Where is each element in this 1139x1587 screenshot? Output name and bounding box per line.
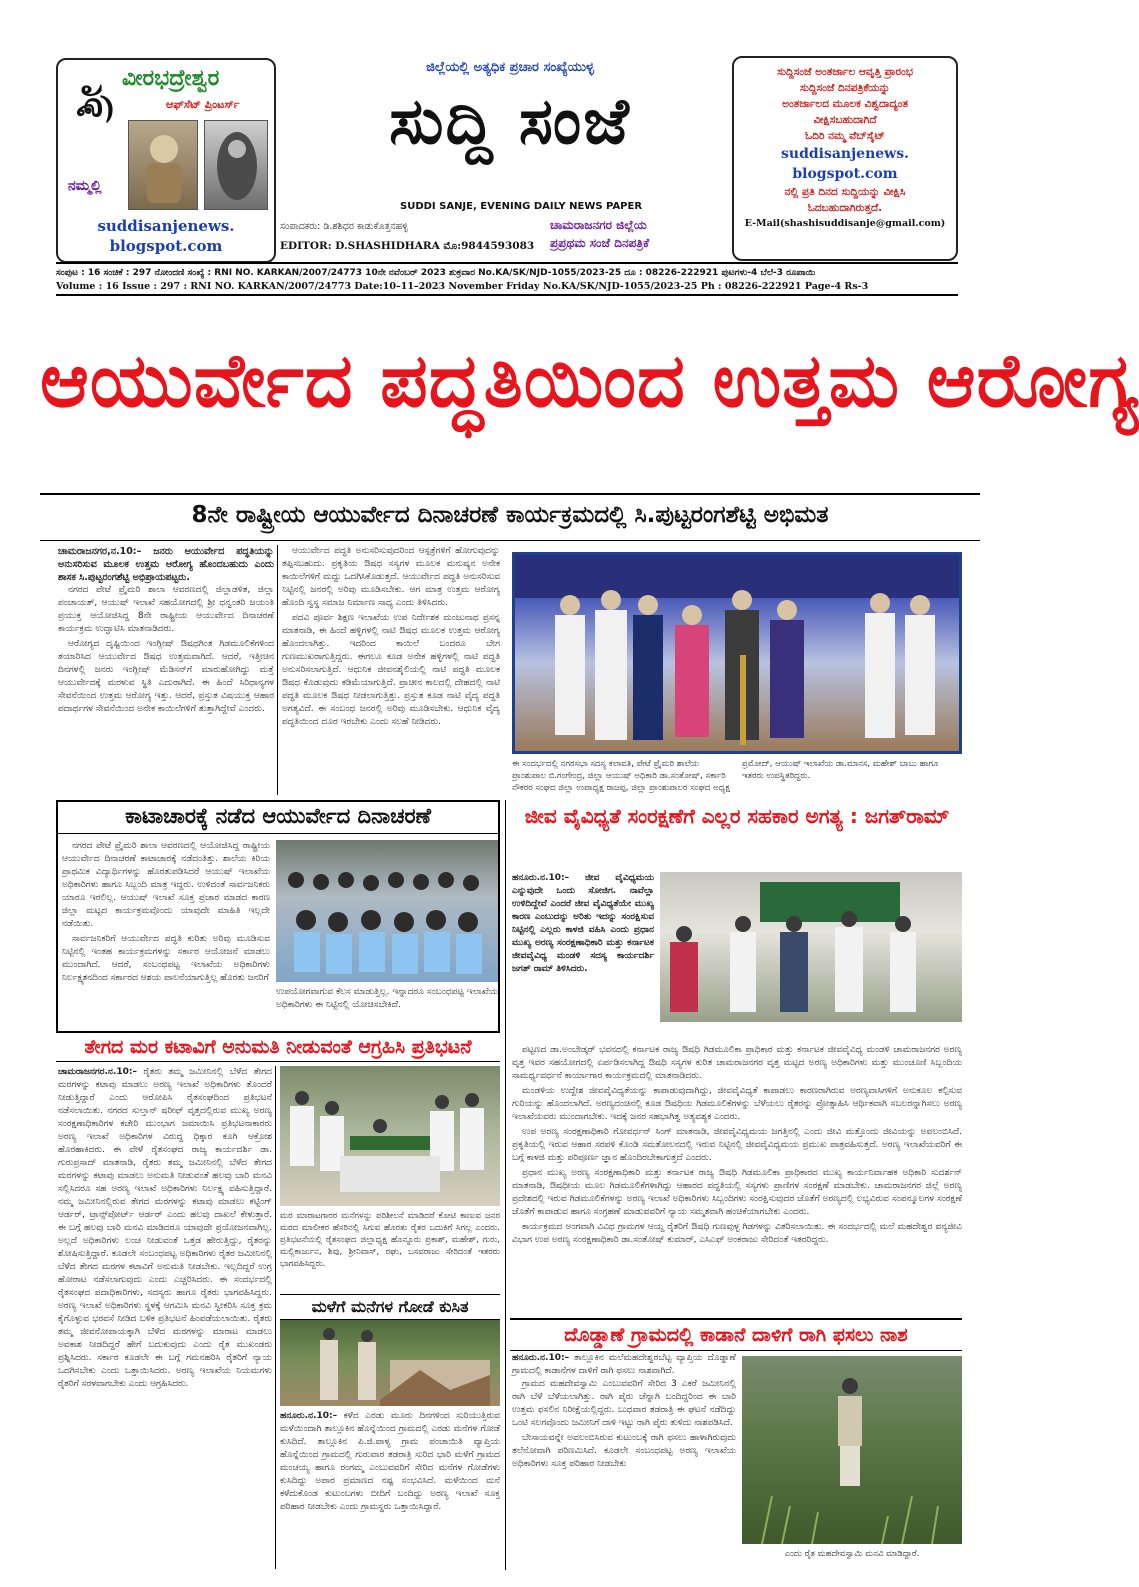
students-photo: [276, 840, 498, 982]
blog-link[interactable]: suddisanjenews. blogspot.com: [97, 217, 235, 255]
crop-damage-photo: [742, 1356, 962, 1544]
story5-headline: ಮಳೆಗೆ ಮನೆಗಳ ಗೋಡೆ ಕುಸಿತ: [280, 1294, 500, 1320]
story6-headline: ದೊಡ್ಡಾಣೆ ಗ್ರಾಮದಲ್ಲಿ ಕಾಡಾನೆ ದಾಳಿಗೆ ರಾಗಿ ಫಸಲು ನಾಶ: [510, 1318, 962, 1351]
printer-ad: [56, 58, 276, 263]
story2-box: [56, 800, 500, 1033]
main-headline: ಆಯುರ್ವೇದ ಪದ್ಧತಿಯಿಂದ ಉತ್ತಮ ಆರೋಗ್ಯ: [40, 338, 1139, 424]
story5-text: ಹನೂರು.ನ.10:– ಕಳೆದ ಎರಡು ಮೂರು ದಿನಗಳಿಂದ ಸುರಿಯುತ್ತಿರುವ ಮಳೆಯಿಂದಾಗಿ ತಾಲ್ಲೂಕಿನ ಹೊನ್ನೆಯಿಂದ ಗ್ರಾಮದಲ್ಲಿ ಎರಡು ಮನೆಗಳ ಗೋಡೆ ಕುಸಿದಿದೆ. ತಾಲ್ಲೂಕಿನ ಪಿ.ಜಿ.ಪಾಳ್ಯ ಗ್ರಾಮ ಪಂಚಾಯಿತಿ ವ್ಯಾಪ್ತಿಯ ಹೊನ್ನೆಯಿಂದ ಗ್ರಾಮದಲ್ಲಿ ಗುರುವಾರ ತಡರಾತ್ರಿ ಸುರಿದ ಭಾರಿ ಮಳೆಗೆ ಗ್ರಾಮದ ಮಂಚಯ್ಯ ಹಾಗೂ ರಂಗಮ್ಮ ಎಂಬುವವರಿಗೆ ಸೇರಿದ ಮನೆಗಳ ಗೋಡೆಗಳು ಕುಸಿದಿದ್ದು ಅಪಾರ ಪ್ರಮಾಣದ ನಷ್ಟ ಸಂಭವಿಸಿದೆ. ಮಳೆಯಿಂದ ಮನೆ ಕಳೆದುಕೊಂಡ ಕುಟುಂಬಗಳು ಬೀದಿಗೆ ಬಂದಿದ್ದು ಅರಣ್ಯ ಇಲಾಖೆ ಸೂಕ್ತ ಪರಿಹಾರ ನೀಡಬೇಕು ಎಂದು ಗ್ರಾಮಸ್ಥರು ಒತ್ತಾಯಿಸಿದ್ದಾರೆ.: [280, 1411, 500, 1512]
story4-text: ಚಾಮರಾಜನಗರ.ನ.10:– ರೈತರು ತಮ್ಮ ಜಮೀನಿನಲ್ಲಿ ಬೆಳೆದ ತೇಗದ ಮರಗಳನ್ನು ಕಟಾವು ಮಾಡಲು ಅರಣ್ಯ ಇಲಾಖೆ ಅಧಿಕಾರಿಗಳು ತೊಂದರೆ ನೀಡುತ್ತಿದ್ದಾರೆ ಎಂದು ಆರೋಪಿಸಿ ರೈತಸಂಘದಿಂದ ಪ್ರತಿಭಟನೆ ನಡೆಸಲಾಯಿತು. ನಗರದ ಸುಲ್ತಾನ್ ಷರೀಫ್ ವೃತ್ತದಲ್ಲಿರುವ ಮುಖ್ಯ ಅರಣ್ಯ ಸಂರಕ್ಷಣಾಧಿಕಾರಿಗಳ ಕಚೇರಿ ಮುಂಭಾಗ ಜಮಾಯಿಸಿ ಪ್ರತಿಭಟನಾಕಾರರು ಅರಣ್ಯ ಇಲಾಖೆ ಅಧಿಕಾರಿಗಳ ವಿರುದ್ಧ ಧಿಕ್ಕಾರ ಕೂಗಿ ಆಕ್ರೋಶ ಹೊರಹಾಕಿದರು. ಈ ವೇಳೆ ರೈತಸಂಘದ ರಾಜ್ಯ ಕಾರ್ಯದರ್ಶಿ ಡಾ. ಗುರುಪ್ರಸಾದ್ ಮಾತನಾಡಿ, ರೈತರು ತಮ್ಮ ಜಮೀನಿನಲ್ಲಿ ಬೆಳೆದ ತೇಗದ ಮರಗಳನ್ನು ಕಟಾವು ಮಾಡಲು ಅನುಮತಿ ನೀಡುವಂತೆ ಹಲವು ಬಾರಿ ಮನವಿ ಸಲ್ಲಿಸಿದರೂ ಸಹ ಅರಣ್ಯ ಇಲಾಖೆ ಅಧಿಕಾರಿಗಳು ನಿರ್ಲಕ್ಷ್ಯ ವಹಿಸುತ್ತಿದ್ದಾರೆ. ನಮ್ಮ ಜಮೀನಿನಲ್ಲಿರುವ ತೇಗದ ಮರಗಳನ್ನು ಕಟಾವು ಮಾಡಲು ಕಟ್ಟಿಂಗ್ ಆರ್ಡರ್, ಟ್ರಾನ್ಸ್‌ಪೋರ್ಟ್ ಆರ್ಡರ್ ಎಂದು ಹಲವು ದಾಖಲೆ ಕೇಳುತ್ತಾರೆ. ಈ ಬಗ್ಗೆ ಹಲವು ಬಾರಿ ಮನವಿ ಮಾಡಿದರೂ ಯಾವುದೇ ಪ್ರಯೋಜನವಾಗಿಲ್ಲ. ಅಲ್ಲದೆ ಅಧಿಕಾರಿಗಳು ಲಂಚ ನೀಡುವಂತೆ ಒತ್ತಡ ಹೇರುತ್ತಿದ್ದು, ರೈತರನ್ನು ಶೋಷಿಸುತ್ತಿದ್ದಾರೆ. ಕೂಡಲೇ ಸಂಬಂಧಪಟ್ಟ ಅಧಿಕಾರಿಗಳು ರೈತರ ಜಮೀನಿನಲ್ಲಿ ಬೆಳೆದ ತೇಗದ ಮರಗಳ ಕಟಾವಿಗೆ ಅನುಮತಿ ನೀಡಬೇಕು. ಇಲ್ಲದಿದ್ದರೆ ಉಗ್ರ ಹೋರಾಟ ನಡೆಸಲಾಗುವುದು ಎಂದು ಎಚ್ಚರಿಸಿದರು. ಈ ಸಂದರ್ಭದಲ್ಲಿ ರೈತಸಂಘದ ಪದಾಧಿಕಾರಿಗಳು, ಸದಸ್ಯರು ಹಾಗೂ ರೈತರು ಭಾಗವಹಿಸಿದ್ದರು. ಅರಣ್ಯ ಇಲಾಖೆ ಅಧಿಕಾರಿಗಳು ಸ್ಥಳಕ್ಕೆ ಆಗಮಿಸಿ ಮನವಿ ಸ್ವೀಕರಿಸಿ ಸೂಕ್ತ ಕ್ರಮ ಕೈಗೊಳ್ಳುವ ಭರವಸೆ ನೀಡಿದ ಬಳಿಕ ಪ್ರತಿಭಟನೆ ಹಿಂಪಡೆಯಲಾಯಿತು. ರೈತರು ತಮ್ಮ ಜೀವನೋಪಾಯಕ್ಕಾಗಿ ಬೆಳೆದ ಮರಗಳನ್ನು ಮಾರಾಟ ಮಾಡಲು ಅವಕಾಶ ನೀಡದಿದ್ದರೆ ಹೇಗೆ ಬದುಕುವುದು ಎಂದು ರೈತ ಮುಖಂಡರು ಪ್ರಶ್ನಿಸಿದರು. ಸರ್ಕಾರ ಕೂಡಲೇ ಈ ಬಗ್ಗೆ ಗಮನಹರಿಸಿ ರೈತರಿಗೆ ನ್ಯಾಯ ಒದಗಿಸಬೇಕು ಎಂದು ಒತ್ತಾಯಿಸಿದರು. ಅರಣ್ಯ ಇಲಾಖೆಯ ನಿಯಮಗಳು ರೈತರಿಗೆ ಸರಳವಾಗಬೇಕು ಎಂದು ಆಗ್ರಹಿಸಿದರು.: [58, 1067, 272, 1389]
biodiversity-event-photo: [660, 872, 962, 1022]
story2-text-end: ಉಪಯೋಗವಾಗುವ ಕೆಲಸ ಮಾಡುತ್ತಿಲ್ಲ. ಇನ್ನಾದರೂ ಸಂಬಂಧಪಟ್ಟ ಇಲಾಖೆಯ ಅಧಿಕಾರಿಗಳು ಈ ನಿಟ್ಟಿನಲ್ಲಿ ಯೋಚಿಸಬೇಕಿದೆ.: [276, 987, 498, 1010]
story3-headline: ಜೀವ ವೈವಿಧ್ಯತೆ ಸಂರಕ್ಷಣೆಗೆ ಎಲ್ಲರ ಸಹಕಾರ ಅಗತ್ಯ : ಜಗತ್‌ರಾಮ್: [524, 804, 950, 828]
sub-headline: 8ನೇ ರಾಷ್ಟ್ರೀಯ ಆಯುರ್ವೇದ ದಿನಾಚರಣೆ ಕಾರ್ಯಕ್ರಮದಲ್ಲಿ ಸಿ.ಪುಟ್ಟರಂಗಶೆಟ್ಟಿ ಅಭಿಮತ: [191, 502, 829, 528]
event-people-icon: [515, 555, 965, 757]
students-crowd-icon: [276, 840, 498, 982]
protest-caption: ಮರ ಮಾರಾಟಗಾರರ ಮನೆಗಳನ್ನು ಪರಿಶೀಲನೆ ಮಾಡಿದರೆ ಕೋಟಿ ಕಾಣುವ ಜನರ ಮರದ ಮಾಲೀಕರ ಹೆಸರಿನಲ್ಲಿ ಸಿಗುವ ಹೊರತು ರೈತರ ಬದುಕಿಗೆ ಸಿಗಲ್ಲ ಎಂದರು. ಪ್ರತಿಭಟನೆಯಲ್ಲಿ ರೈತಸಂಘದ ಜಿಲ್ಲಾಧ್ಯಕ್ಷ ಹೊನ್ನೂರು ಪ್ರಕಾಶ್, ಮಹೇಶ್, ಗುರು, ಮಲ್ಲಿಕಾರ್ಜುನ, ಶಿವು, ಶ್ರೀನಿವಾಸ್, ರಘು, ಬಸವರಾಜು ಸೇರಿದಂತೆ ಇತರರು ಭಾಗವಹಿಸಿದ್ದರು.: [280, 1211, 500, 1269]
editor-english: EDITOR: D.SHASHIDHARA ಮೊ:9844593083: [280, 240, 535, 252]
printer-brand: ವೀರಭದ್ರೇಶ್ವರ: [122, 66, 220, 91]
masthead: [0, 0, 1020, 270]
crop-caption: ಎಂದು ರೈತ ಮಹದೇವಸ್ವಾಮಿ ಮನವಿ ಮಾಡಿದ್ದಾರೆ.: [784, 1549, 920, 1559]
website-ad: ಸುದ್ದಿಸಂಜೆ ಅಂತರ್ಜಾಲ ಆವೃತ್ತಿ ಪ್ರಾರಂಭ ಸುದ್ದಿಸಂಜೆ ದಿನಪತ್ರಿಕೆಯನ್ನು ಅಂತರ್ಜಾಲದ ಮೂಲಕ ವಿಶ್ವದಾದ್ಯಂತ ವೀಕ್ಷಿಸಬಹುದಾಗಿದೆ ಓದಿರಿ ನಮ್ಮ ವೆಬ್‌ಸೈಟ್ suddisanjenews. blogspot.com ನಲ್ಲಿ ಪ್ರತಿ ದಿನದ ಸುದ್ದಿಯನ್ನು ವೀಕ್ಷಿಸಿ ಓದಬಹುದಾಗಿರುತ್ತದೆ. E-Mail(shashisuddisanje@gmail.com): [732, 56, 958, 261]
website-link[interactable]: suddisanjenews. blogspot.com: [781, 146, 909, 182]
story3-text: ಪಟ್ಟಣದ ಡಾ.ಅಂಬೇಡ್ಕರ್ ಭವನದಲ್ಲಿ ಕರ್ನಾಟಕ ರಾಜ್ಯ ಔಷಧಿ ಗಿಡಮೂಲಿಕಾ ಪ್ರಾಧಿಕಾರ ಮತ್ತು ಕರ್ನಾಟಕ ಜೀವವೈವಿಧ್ಯ ಮಂಡಳಿ ಚಾಮರಾಜನಗರ ಅರಣ್ಯ ವೃತ್ತ ಇವರ ಸಹಯೋಗದಲ್ಲಿ ಏರ್ಪಡಿಸಲಾಗಿದ್ದ ಔಷಧಿ ಸಸ್ಯಗಳ ಕುರಿತ ಚಾಮರಾಜನಗರ ವೃತ್ತ ಮಟ್ಟದ ಅರಣ್ಯ ಅಧಿಕಾರಿಗಳು ಮತ್ತು ಮುಂಚೂಣಿ ಸಿಬ್ಬಂದಿಯ ಸಾಮರ್ಥ್ಯವರ್ಧನೆ ಕಾರ್ಯಾಗಾರ ಕಾರ್ಯಕ್ರಮದಲ್ಲಿ ಮಾತನಾಡಿದರು. ಮಂಡಳಿಯ ಉದ್ದೇಶ ಜೀವವೈವಿಧ್ಯತೆಯನ್ನು ಕಾಪಾಡುವುದಾಗಿದ್ದು, ಜೀವವೈವಿಧ್ಯತೆ ಕಾಪಾಡಲು ಕಾರಣರಾಗಿರುವ ಅರಣ್ಯವಾಸಿಗಳಿಗೆ ಅನುಕೂಲ ಕಲ್ಪಿಸುವ ಗುರಿಯನ್ನು ಹೊಂದಲಾಗಿದೆ. ಅರಣ್ಯದಂಚಿನಲ್ಲಿ ಕೂಡ ಔಷಧಿಯ ಗಿಡಮೂಲಿಕೆಗಳನ್ನು ಬೆಳೆಯಲು ರೈತರನ್ನು ಪ್ರೋತ್ಸಾಹಿಸಿ ಆರ್ಥಿಕವಾಗಿ ಸಬಲರನ್ನಾಗಿಸಲು ಅರಣ್ಯ ಇಲಾಖೆಯವರು ಮುಂದಾಗಬೇಕು. ಇದಕ್ಕೆ ಜನರ ಸಹಭಾಗಿತ್ವ ಅತ್ಯವಶ್ಯಕ ಎಂದರು. ಉಪ ಅರಣ್ಯ ಸಂರಕ್ಷಣಾಧಿಕಾರಿ ಗೋವರ್ಧನ್ ಸಿಂಗ್ ಮಾತನಾಡಿ, ಜೀವವೈವಿಧ್ಯಮಯ ಜಗತ್ತಿನಲ್ಲಿ ಎಂದು ಜೀವಿ ಮತ್ತೊಂದು ಜೀವಿಯನ್ನು ಅವಲಂಬಿಸಿದೆ. ಪ್ರಕೃತಿಯಲ್ಲಿ ಇರುವ ಆಹಾರ ಸರಪಳಿ ಕೊಂಡಿ ಸಮತೋಲನದಲ್ಲಿ ಇರುವ ನಿಟ್ಟಿನಲ್ಲಿ ಜೀವವೈವಿಧ್ಯಮಯ ಪ್ರಮುಖ ಪಾತ್ರವಹಿಸುತ್ತದೆ. ಅರಣ್ಯ ಇಲಾಖೆಯವರಿಗೆ ಈ ಬಗ್ಗೆ ಕಾಳಜಿ ಮತ್ತು ಪರಿಪೂರ್ಣ ಜ್ಞಾನ ಹೊಂದಿರಬೇಕಾಗುತ್ತದೆ ಎಂದರು. ಪ್ರಧಾನ ಮುಖ್ಯ ಅರಣ್ಯ ಸಂರಕ್ಷಣಾಧಿಕಾರಿ ಮತ್ತು ಕರ್ನಾಟಕ ರಾಜ್ಯ ಔಷಧಿ ಗಿಡಮೂಲಿಕಾ ಪ್ರಾಧಿಕಾರದ ಮುಖ್ಯ ಕಾರ್ಯನಿರ್ವಾಹಕ ಅಧಿಕಾರಿ ಸುದರ್ಶನ್ ಮಾತನಾಡಿ, ಔಷಧೀಯ ಮೂಲ ಗಿಡಮೂಲಿಕೆಗಳಾಗಿದ್ದು ಆಹಾರದ ಪದ್ಧತಿಯಲ್ಲಿ ಸಸ್ಯಗಳು ಪ್ರಾಣಿಗಳ ಸಂರಕ್ಷಣೆ ಮಾಡಬೇಕು. ಚಾಮರಾಜನಗರ ಜಿಲ್ಲೆ ಅರಣ್ಯ ಪ್ರದೇಶದಲ್ಲಿ ಇರುವ ಗಿಡಮೂಲಿಕೆಗಳನ್ನು ಅರಣ್ಯ ಇಲಾಖೆ ಅಧಿಕಾರಿಗಳು ಸಿಬ್ಬಂದಿಗಳು ಸಂರಕ್ಷಿಸುವುದರ ಜೊತೆಗೆ ಅರಣ್ಯದಲ್ಲಿ ಲಭ್ಯವಿರುವ ಸಂಪನ್ಮೂಲಗಳ ಸಂರಕ್ಷಣೆ ಜೊತೆಗೆ ಕಾಪಾಡುವ ಹಾಗೂ ಸಂಗ್ರಹಣೆ ಮಾಡುವವರಿಗೆ ನ್ಯಾಯ ಸಮ್ಮತವಾಗಿ ಹಂಚಿಕೆಯಾಗಬೇಕು ಎಂದರು. ಕಾರ್ಯಕ್ರಮದ ಅಂಗವಾಗಿ ವಿವಿಧ ಗ್ರಾಮಗಳ ಆಯ್ದ ರೈತರಿಗೆ ಔಷಧಿ ಗುಣವುಳ್ಳ ಗಿಡಗಳನ್ನು ವಿತರಿಸಲಾಯಿತು. ಈ ಸಂದರ್ಭದಲ್ಲಿ ಮಲೆ ಮಹದೇಶ್ವರ ವನ್ಯಜೀವಿ ವಿಭಾಗ ಉಪ ಅರಣ್ಯ ಸಂರಕ್ಷಣಾಧಿಕಾರಿ ಡಾ.ಸಂತೋಷ್ ಕುಮಾರ್, ಎಸಿಎಫ್ ಅಂಕರಾಜು ಸೇರಿದಂತೆ ಇತರರಿದ್ದರು.: [512, 1045, 962, 1245]
story3-lead: ಹನೂರು.ನ.10:– ಜೀವ ವೈವಿಧ್ಯಮಯ ಎನ್ನುವುದೇ ಒಂದು ಸೋಜಿಗ. ನಾವೆಲ್ಲಾ ಉಳಿದಿದ್ದೇವೆ ಎಂದರೆ ಜೀವ ವೈವಿಧ್ಯತೆಯೇ ಮುಖ್ಯ ಕಾರಣ ಎಂಬುದನ್ನು ಅರಿತು ಇದನ್ನು ಸಂರಕ್ಷಿಸುವ ನಿಟ್ಟಿನಲ್ಲಿ ಎಲ್ಲರು ಕಾಳಜಿ ವಹಿಸಿ ಎಂದು ಪ್ರಧಾನ ಮುಖ್ಯ ಅರಣ್ಯ ಸಂರಕ್ಷಣಾಧಿಕಾರಿ ಮತ್ತು ಕರ್ನಾಟಕ ಜೀವವೈವಿಧ್ಯ ಮಂಡಳಿ ಸದಸ್ಯ ಕಾರ್ಯದರ್ಶಿ ಜಗತ್ ರಾಮ್ ತಿಳಿಸಿದರು.: [512, 873, 654, 974]
district-tagline: ಚಾಮರಾಜನಗರ ಜಿಲ್ಲೆಯ ಪ್ರಪ್ರಥಮ ಸಂಜೆ ದಿನಪತ್ರಿಕೆ: [550, 218, 650, 250]
story6-text: ಹನೂರು.ನ.10:– ತಾಲ್ಲೂಕಿನ ಮಲೆಮಹದೇಶ್ವರಬೆಟ್ಟ ವ್ಯಾಪ್ತಿಯ ದೊಡ್ಡಾಣೆ ಗ್ರಾಮದಲ್ಲಿ ಕಾಡಾನೆಗಳ ದಾಳಿಗೆ ರಾಗಿ ಫಸಲು ನಾಶವಾಗಿದೆ. ಗ್ರಾಮದ ಮಹದೇವಸ್ವಾಮಿ ಎಂಬುವವರಿಗೆ ಸೇರಿದ 3 ಎಕರೆ ಜಮೀನಿನಲ್ಲಿ ರಾಗಿ ಬೆಳೆ ಬೆಳೆಯಲಾಗಿತ್ತು. ರಾಗಿ ಪೈರು ಚೆನ್ನಾಗಿ ಬಂದಿದ್ದರಿಂದ ಈ ಬಾರಿ ಉತ್ತಮ ಫಸಲಿನ ನಿರೀಕ್ಷೆಯಲ್ಲಿದ್ದರು. ಬುಧವಾರ ತಡರಾತ್ರಿ ಈ ಘಟನೆ ನಡೆದಿದ್ದು ಒಂಟಿ ಸಲಗವೊಂದು ಜಮೀನಿಗೆ ದಾಳಿ ಇಟ್ಟು ರಾಗಿ ಪೈರು ತುಳಿದು ನಾಶಪಡಿಸಿದೆ. ಬೇಸಾಯವನ್ನೇ ಅವಲಂಬಿಸಿರುವ ಕುಟುಂಬಕ್ಕೆ ರಾಗಿ ಫಸಲು ಹಾಳಾಗಿರುವುದು ತಲೆನೋವಾಗಿ ಪರಿಣಮಿಸಿದೆ. ಕೂಡಲೇ ಸಂಬಂಧಪಟ್ಟ ಅರಣ್ಯ ಇಲಾಖೆಯ ಅಧಿಕಾರಿಗಳು ಸೂಕ್ತ ಪರಿಹಾರ ನೀಡಬೇಕು: [512, 1353, 736, 1469]
story1-col1: ಚಾಮರಾಜನಗರ,ನ.10:– ಜನರು ಆಯುರ್ವೇದ ಪದ್ಧತಿಯನ್ನು ಅನುಸರಿಸುವ ಮೂಲಕ ಉತ್ತಮ ಆರೋಗ್ಯ ಹೊಂದಬಹುದು ಎಂದು ಶಾಸಕ ಸಿ.ಪುಟ್ಟರಂಗಶೆಟ್ಟಿ ಅಭಿಪ್ರಾಯಪಟ್ಟರು. ನಗರದ ಪೇಟೆ ಪ್ರೈಮರಿ ಶಾಲಾ ಆವರಣದಲ್ಲಿ ಜಿಲ್ಲಾಡಳಿತ, ಜಿಲ್ಲಾ ಪಂಚಾಯತ್, ಆಯುಷ್ ಇಲಾಖೆ ಸಹಯೋಗದಲ್ಲಿ ಶ್ರೀ ಧನ್ವಂತರಿ ಜಯಂತಿ ಪ್ರಯುಕ್ತ ಆಯೋಜಿಸಿದ್ದ 8ನೇ ರಾಷ್ಟ್ರೀಯ ಆಯುರ್ವೇದ ದಿನಾಚರಣೆ ಕಾರ್ಯಕ್ರಮ ಉದ್ಘಾಟಿಸಿ ಮಾತನಾಡಿದರು. ಆರೋಗ್ಯದ ದೃಷ್ಟಿಯಿಂದ ಇಂಗ್ಲೀಷ್ ಔಷಧಗಿಂತ ಗಿಡಮೂಲಿಕೆಗಳಿಂದ ತಯಾರಿಸಿದ ಆಯುರ್ವೇದ ಔಷಧ ಉತ್ತಮವಾಗಿದೆ. ಆದರೆ, ಇತ್ತೀಚಿನ ದಿನಗಳಲ್ಲಿ ಜನರು ಇಂಗ್ಲೀಷ್ ಮೆಡಿಸನ್‌ಗೆ ಮಾರುಹೋಗಿದ್ದು ಮತ್ತೆ ಆಯುರ್ವೇದಕ್ಕೆ ಮರಳುವ ಸ್ಥಿತಿ ಎದುರಾಗಿದೆ. ಈ ಹಿಂದೆ ಸಿರಿಧಾನ್ಯಗಳ ಸೇವನೆಯಿಂದ ಉತ್ತಮ ಆರೋಗ್ಯ ಇತ್ತು. ಆದರೆ, ಪ್ರಸ್ತುತ ವಿಷಯುಕ್ತ ಆಹಾರ ಪದಾರ್ಥಗಳ ಸೇವನೆಯಿಂದ ಅನೇಕ ಕಾಯಿಲೆಗಳಿಗೆ ತುತ್ತಾಗಿದ್ದೇವೆ ಎಂದರು.: [58, 546, 274, 714]
ayurveda-event-photo: [512, 552, 962, 754]
headline-rule: [40, 493, 980, 495]
shri-emblem-icon: ಶ್ರೀ: [66, 84, 110, 118]
nammalli-label: ನಮ್ಮಲ್ಲಿ: [68, 178, 102, 194]
english-title: SUDDI SANJE, EVENING DAILY NEWS PAPER: [400, 201, 643, 212]
farmer-field-icon: [742, 1356, 962, 1544]
story1-col2: ಆಯುರ್ವೇದ ಪದ್ಧತಿ ಅನುಸರಿಸುವುದರಿಂದ ಆಸ್ಪತ್ರೆಗಳಿಗೆ ಹೋಗುವುದನ್ನು ತಪ್ಪಿಸಬಹುದು. ಪ್ರಕೃತಿಯ ಔಷಧ ಸಸ್ಯಗಳ ಮೂಲಕ ಮನುಷ್ಯನ ಅನೇಕ ಕಾಯಿಲೆಗಳಿಗೆ ಮದ್ದು ಒದಗಿಸಿಕೊಡುತ್ತದೆ. ಆಯುರ್ವೇದ ಪದ್ಧತಿ ಅನುಸರಿಸುವ ನಿಟ್ಟಿನಲ್ಲಿ ಜನರಲ್ಲಿ ಅರಿವು ಮೂಡಿಸಬೇಕು. ಆಗ ಮಾತ್ರ ಉತ್ತಮ ಆರೋಗ್ಯ ಹೊಂದಿ ಸ್ವಸ್ಥ ಸಮಾಜ ನಿರ್ಮಾಣ ಸಾಧ್ಯ ಎಂದು ತಿಳಿಸಿದರು. ಪದವಿ ಪೂರ್ವ ಶಿಕ್ಷಣ ಇಲಾಖೆಯ ಉಪ ನಿರ್ದೇಶಕ ಮಂಜುನಾಥ ಪ್ರಸನ್ನ ಮಾತನಾಡಿ, ಈ ಹಿಂದೆ ಹಳ್ಳಿಗಳಲ್ಲಿ ನಾಟಿ ಔಷಧ ಮೂಲಕ ಉತ್ತಮ ಆರೋಗ್ಯ ಹೊಂದಲಾಗಿತ್ತು. ಇದರಿಂದ ಕಾಯಿಲೆ ಬಂದರೂ ಬೇಗ ಗುಣಮುಖರಾಗುತ್ತಿದ್ದರು. ಈಗಲೂ ಕೂಡ ಅನೇಕ ಹಳ್ಳಿಗಳಲ್ಲಿ ನಾಟಿ ಪದ್ಧತಿ ಅನುಸರಿಸಲಾಗುತ್ತಿದೆ. ಆಧುನಿಕ ಜೀವನಶೈಲಿಯಲ್ಲಿ ನಾಟಿ ಪದ್ಧತಿ ಮೂಲಕ ಔಷಧ ಕೊಡುವುದು ಕಡಿಮೆಯಾಗುತ್ತಿದೆ. ಪ್ರಾಚೀನ ಕಾಲದಲ್ಲಿ ದೇಹದಲ್ಲಿ ನಾಟಿ ಪದ್ಧತಿ ಮೂಲಕ ಔಷಧ ನೀಡಲಾಗುತ್ತಿತ್ತು. ಪ್ರಸ್ತುತ ಕೂಡ ನಾಟಿ ವೈದ್ಯ ಪದ್ಧತಿ ಅಗತ್ಯವಿದೆ. ಈ ಸಂಬಂಧ ಜನರಲ್ಲಿ ಅರಿವು ಮೂಡಿಸಬೇಕು. ಆಧುನಿಕ ವೈದ್ಯ ಪದ್ಧತಿಯಿಂದ ದೂರ ಇರಬೇಕು ಎಂದು ಸಲಹೆ ನೀಡಿದರು.: [282, 546, 500, 727]
masthead-tagline: ಜಿಲ್ಲೆಯಲ್ಲಿ ಅತ್ಯಧಿಕ ಪ್ರಚಾರ ಸಂಖ್ಯೆಯುಳ್ಳ: [426, 60, 594, 75]
deity-picture-icon: [128, 120, 198, 210]
protest-photo: [280, 1066, 500, 1206]
sub-headline-rule: [40, 540, 980, 541]
collapsed-wall-icon: [280, 1320, 500, 1406]
editor-line: ಸಂಪಾದಕರು: ಡಿ.ಶಶಿಧರ ಕಾಡುಕೊತ್ತನಹಳ್ಳಿ: [280, 221, 408, 232]
deity-picture-icon: [204, 120, 268, 210]
email-link[interactable]: E-Mail(shashisuddisanje@gmail.com): [744, 218, 946, 229]
story1-lead: ಚಾಮರಾಜನಗರ,ನ.10:– ಜನರು ಆಯುರ್ವೇದ ಪದ್ಧತಿಯನ್ನು ಅನುಸರಿಸುವ ಮೂಲಕ ಉತ್ತಮ ಆರೋಗ್ಯ ಹೊಂದಬಹುದು ಎಂದು ಶಾಸಕ ಸಿ.ಪುಟ್ಟರಂಗಶೆಟ್ಟಿ ಅಭಿಪ್ರಾಯಪಟ್ಟರು.: [58, 546, 274, 583]
info-bar: ಸಂಪುಟ : 16 ಸಂಚಿಕೆ : 297 ನೋಂದಣಿ ಸಂಖ್ಯೆ : RNI NO. KARKAN/2007/24773 10ನೇ ನವೆಂಬರ್ 2023 ಶುಕ್ರವಾರ No.KA/SK/NJD-1055/2023-25 ದೂ : 08226-222921 ಪುಟಗಳು-4 ಬೆಲೆ-3 ರೂಪಾಯಿ Volume : 16 Issue : 297 : RNI NO. KARKAN/2007/24773 Date:10–11–2023 November Friday No.KA/SK/NJD-1055/2023-25 Ph : 08226-222921 Page-4 Rs-3: [56, 262, 958, 296]
story2-text: ನಗರದ ಪೇಟೆ ಪ್ರೈಮರಿ ಶಾಲಾ ಆವರಣದಲ್ಲಿ ಆಯೋಜಿಸಿದ್ದ ರಾಷ್ಟ್ರೀಯ ಆಯುರ್ವೇದ ದಿನಾಚರಣೆ ಕಾಟಾಚಾರಕ್ಕೆ ನಡೆದಂತಿತ್ತು. ಶಾಲೆಯ ಕಿರಿಯ ಪ್ರಾಥಮಿಕ ವಿದ್ಯಾರ್ಥಿಗಳನ್ನು ಹೊರತುಪಡಿಸಿದರೆ ಆಯುಷ್ ಇಲಾಖೆಯ ಅಧಿಕಾರಿಗಳು ಹಾಗೂ ಸಿಬ್ಬಂದಿ ಮಾತ್ರ ಇದ್ದರು. ಉಳಿದಂತೆ ಸಾರ್ವಜನಿಕರು ಯಾರೂ ಇರಲಿಲ್ಲ. ಆಯುಷ್ ಇಲಾಖೆ ಸೂಕ್ತ ಪ್ರಚಾರ ಮಾಡದ ಕಾರಣ ಜಿಲ್ಲಾ ಮಟ್ಟದ ಕಾರ್ಯಕ್ರಮವೊಂದು ಯಾವುದೇ ಮಾಹಿತಿ ಇಲ್ಲದೇ ನಡೆಯಿತು. ಸಾರ್ವಜನಿಕರಿಗೆ ಆಯುರ್ವೇದ ಪದ್ಧತಿ ಕುರಿತು ಅರಿವು ಮೂಡಿಸುವ ನಿಟ್ಟಿನಲ್ಲಿ ಇಂತಹ ಕಾರ್ಯಕ್ರಮಗಳನ್ನು ಸರ್ಕಾರ ಆಯೋಜನೆ ಮಾಡಲು ಮುಂದಾಗಿದೆ. ಆದರೆ, ಸಂಬಂಧಪಟ್ಟ ಇಲಾಖೆಯ ಅಧಿಕಾರಿಗಳು ನಿರ್ಲಕ್ಷ್ಯತನದಿಂದ ಸರ್ಕಾರದ ಆಶಯ ಪಾಲನೆಯಾಗುತ್ತಿಲ್ಲ ಹೊರತು ಜನರಿಗೆ: [62, 841, 270, 983]
protesters-icon: [280, 1066, 500, 1206]
story2-headline: ಕಾಟಾಚಾರಕ್ಕೆ ನಡೆದ ಆಯುರ್ವೇದ ದಿನಾಚರಣೆ: [58, 804, 498, 834]
house-wall-photo: [280, 1320, 500, 1406]
event-officials-icon: [660, 872, 962, 1022]
newspaper-title: ಸುದ್ದಿ ಸಂಜೆ: [389, 85, 631, 159]
photo1-caption: ಈ ಸಂದರ್ಭದಲ್ಲಿ ನಗರಸಭಾ ಸದಸ್ಯ ಕಲಾವತಿ, ಪೇಟೆ ಪ್ರೈಮರಿ ಶಾಲೆಯ ಪ್ರಾಂಶುಪಾಲ ಬಿ.ಗಂಗೇಂದ್ರ, ಜಿಲ್ಲಾ ಆಯುಷ್ ಅಧಿಕಾರಿ ಡಾ.ಸಂತೋಷ್, ಸರ್ಕಾರಿ ನೌಕರರ ಸಂಘದ ಜಿಲ್ಲಾ ಉಪಾಧ್ಯಕ್ಷ ರಾಜಪ್ಪ, ಜಿಲ್ಲಾ ಪ್ರಾಂಶುಪಾಲರ ಸಂಘದ ಅಧ್ಯಕ್ಷ ಪ್ರಮೋದ್, ಆಯುಷ್ ಇಲಾಖೆಯ ಡಾ.ಮಾನಸ, ಮಹೇಶ್ ಬಾಬು ಹಾಗೂ ಇತರರು ಉಪಸ್ಥಿತರಿದ್ದರು.: [512, 759, 939, 793]
printer-subtitle: ಆಫ್‌ಸೆಟ್ ಪ್ರಿಂಟರ್ಸ್: [166, 98, 240, 111]
story4-headline: ತೇಗದ ಮರ ಕಟಾವಿಗೆ ಅನುಮತಿ ನೀಡುವಂತೆ ಆಗ್ರಹಿಸಿ ಪ್ರತಿಭಟನೆ: [56, 1036, 500, 1062]
